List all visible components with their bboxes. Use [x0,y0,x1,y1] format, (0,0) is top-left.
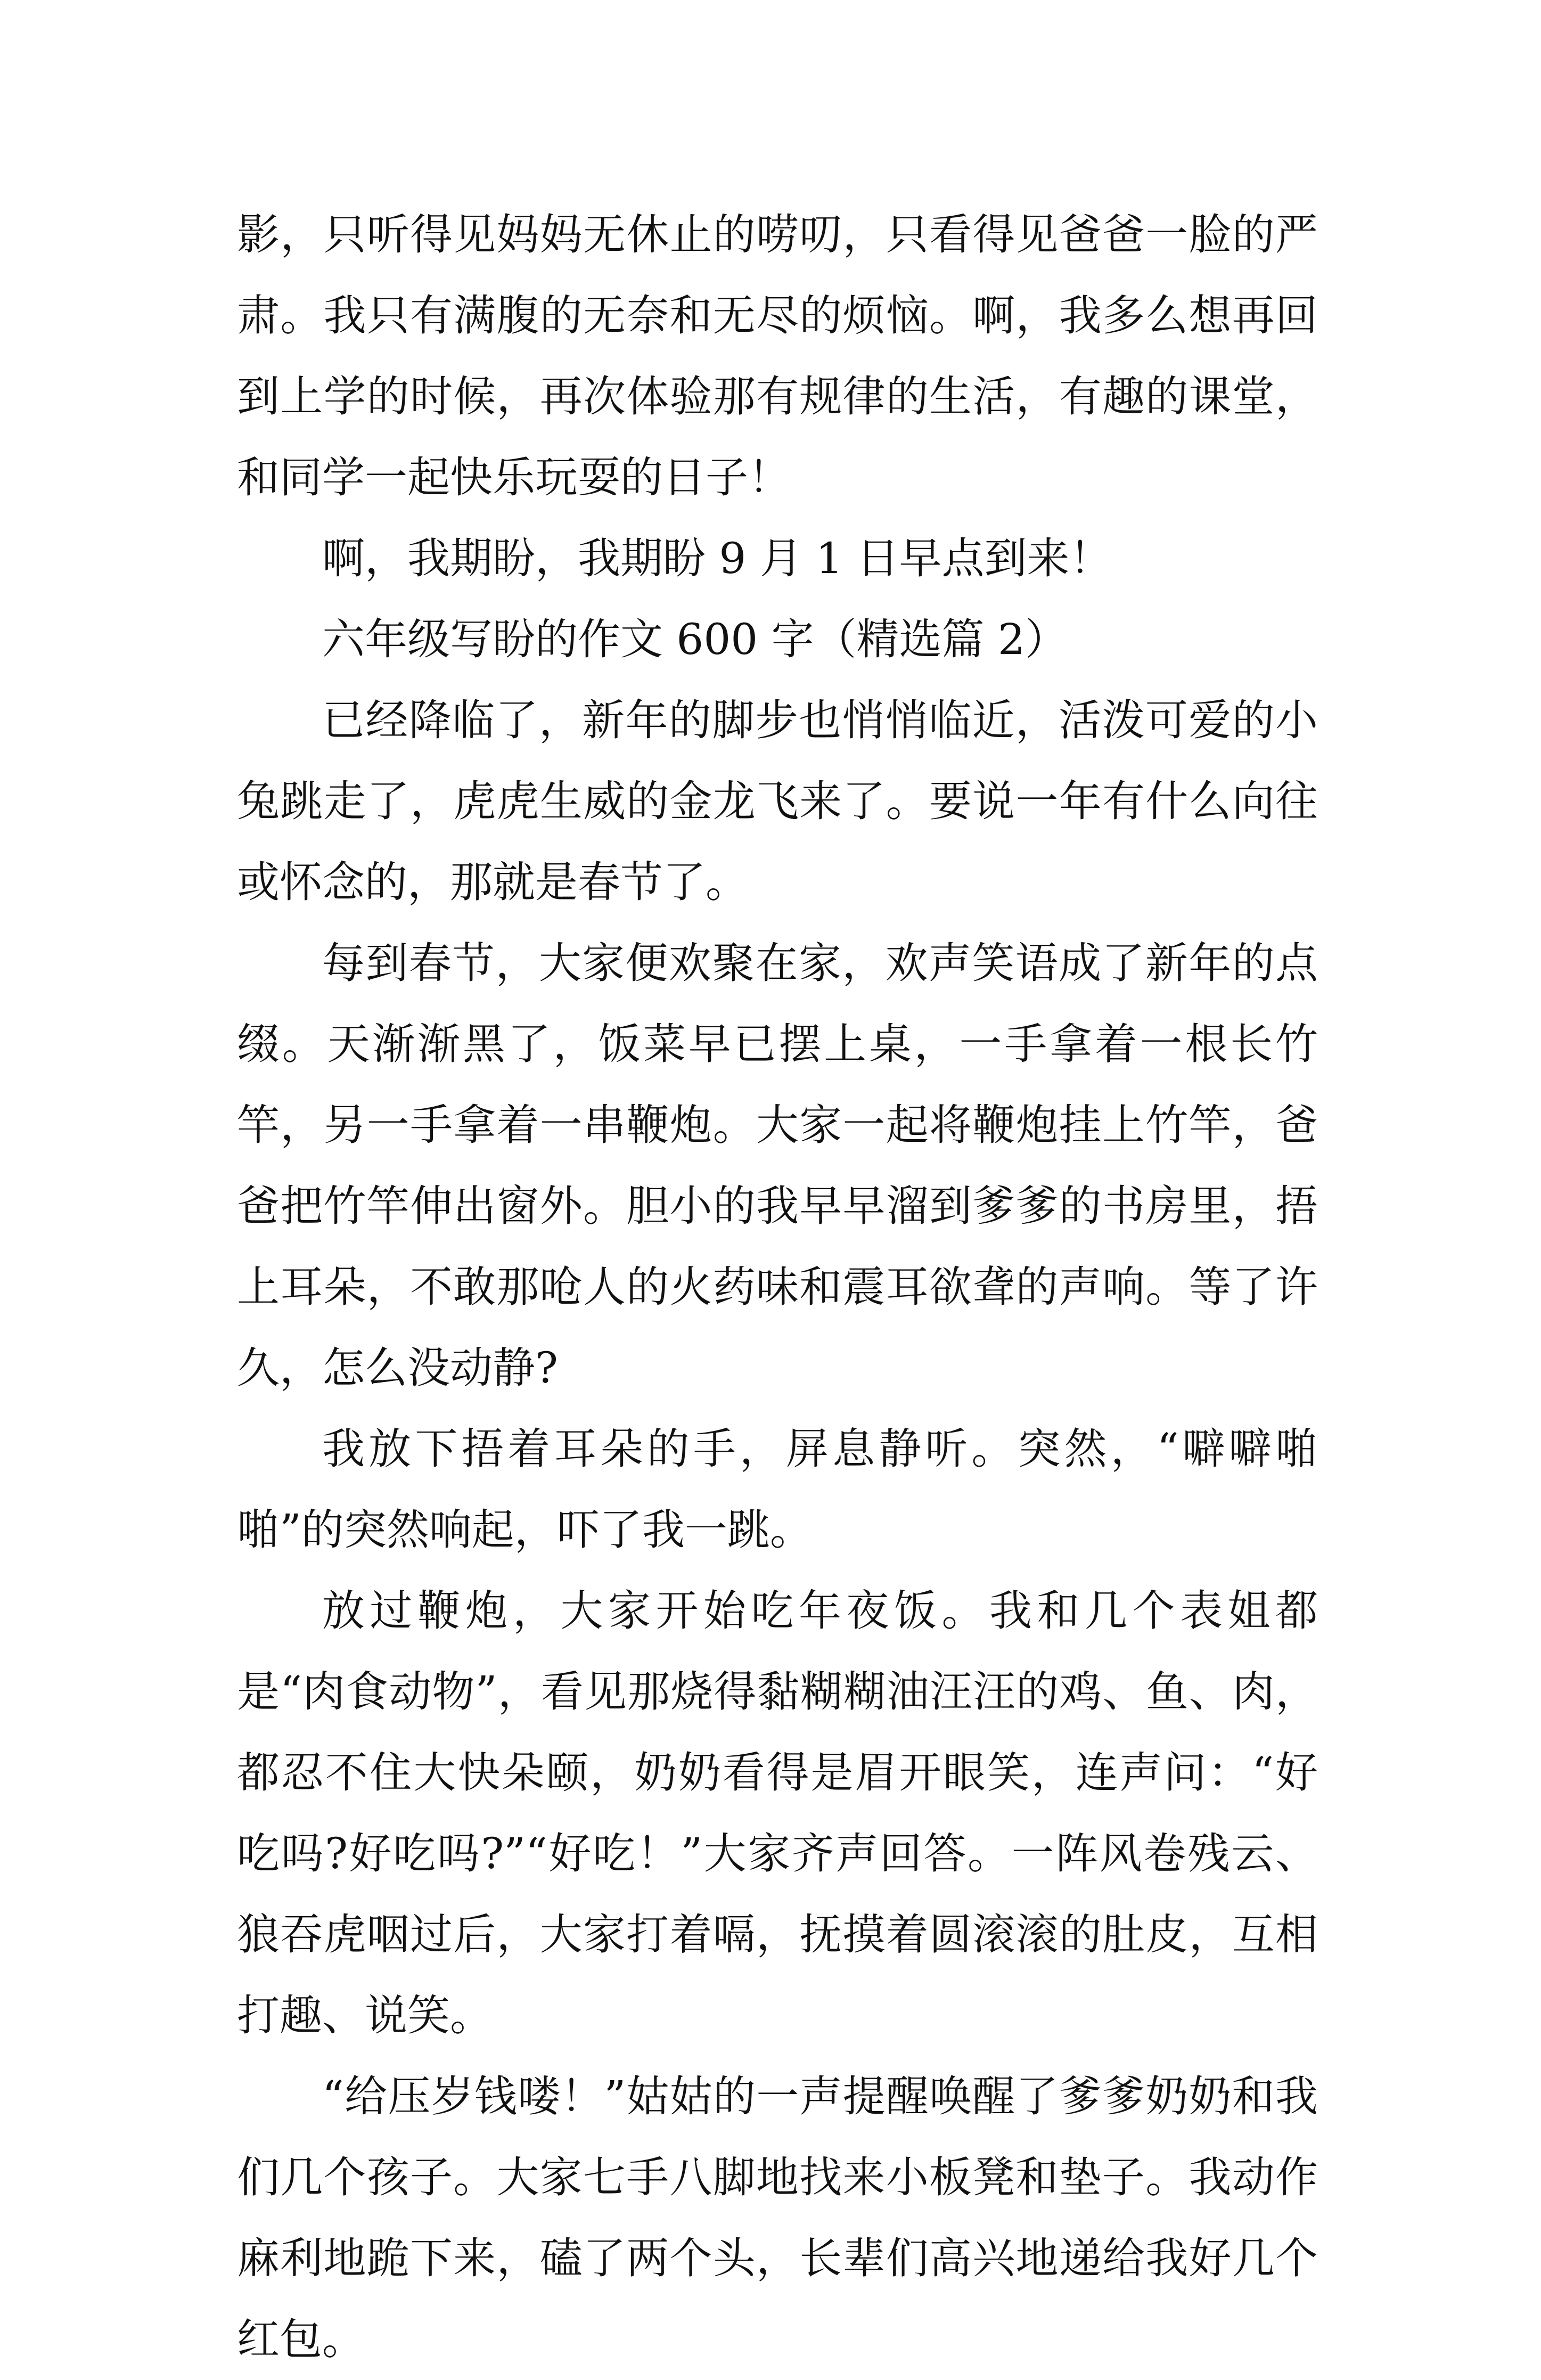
paragraph-7: “给压岁钱喽！”姑姑的一声提醒唤醒了爹爹奶奶和我们几个孩子。大家七手八脚地找来小板凳和垫子。我动作麻利地跪下来，磕了两个头，长辈们高兴地递给我好几个红包。 [237,2072,1318,2364]
paragraph-5: 我放下捂着耳朵的手，屏息静听。突然，“噼噼啪啪”的突然响起，吓了我一跳。 [237,1424,1318,1555]
paragraph-6: 放过鞭炮，大家开始吃年夜饭。我和几个表姐都是“肉食动物”，看见那烧得黏糊糊油汪汪的鸡、鱼、肉，都忍不住大快朵颐，奶奶看得是眉开眼笑，连声问：“好吃吗?好吃吗?”“好吃！”大家齐声回答。一阵风卷残云、狼吞虎咽过后，大家打着嗝，抚摸着圆滚滚的肚皮，互相打趣、说笑。 [237,1586,1318,2040]
paragraph-1: 影，只听得见妈妈无休止的唠叨，只看得见爸爸一脸的严肃。我只有满腹的无奈和无尽的烦恼。啊，我多么想再回到上学的时候，再次体验那有规律的生活，有趣的课堂，和同学一起快乐玩耍的日子！ [237,210,1318,502]
paragraph-3: 已经降临了，新年的脚步也悄悄临近，活泼可爱的小兔跳走了，虎虎生威的金龙飞来了。要说一年有什么向往或怀念的，那就是春节了。 [237,696,1318,907]
paragraph-4: 每到春节，大家便欢聚在家，欢声笑语成了新年的点缀。天渐渐黑了，饭菜早已摆上桌，一手拿着一根长竹竿，另一手拿着一串鞭炮。大家一起将鞭炮挂上竹竿，爸爸把竹竿伸出窗外。胆小的我早早溜到爹爹的书房里，捂上耳朵，不敢那呛人的火药味和震耳欲聋的声响。等了许久，怎么没动静? [237,938,1318,1393]
paragraph-2: 啊，我期盼，我期盼 9 月 1 日早点到来！ [322,534,1112,583]
essay-body [237,194,1318,2380]
section-heading: 六年级写盼的作文 600 字（精选篇 2） [322,615,1068,664]
